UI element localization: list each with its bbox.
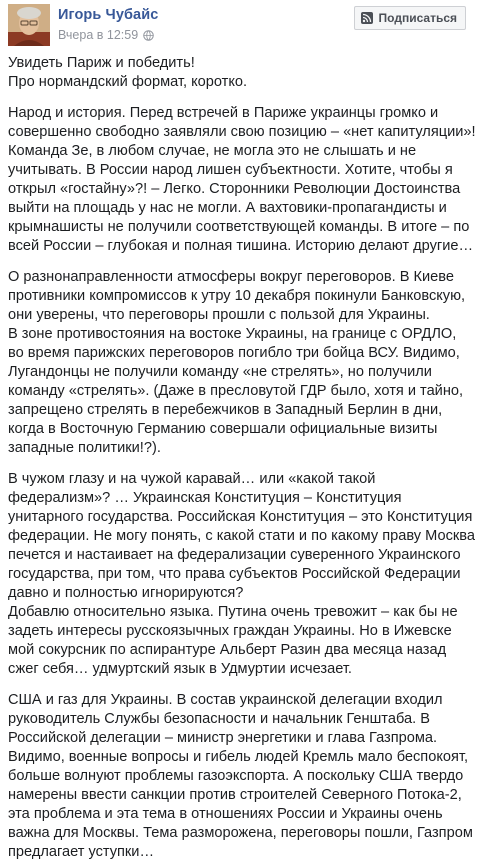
author-name[interactable]: Игорь Чубайс xyxy=(58,7,159,23)
post-line: Народ и история. Перед встречей в Париже украинцы громко и совершенно свободно заявляли свою позицию – «нет капитуляции»! Команда Зе, в любом случае, не могла это не слышать и не учитывать. В России народ лишен субъектности. Хотите, чтобы я открыл «гостайну»?! – Легко. Сторонники Революции Достоинства выйти на площадь у нас не могли. А вахтовики-пропагандисты и крымнашисты не получили соответствующей команды. В итоге – по всей России – глубокая и полная тишина. Историю делают другие… xyxy=(8,105,476,254)
post-paragraph xyxy=(8,470,476,679)
post-line: Добавлю относительно языка. Путина очень тревожит – как бы не задеть интересы русскоязычных граждан Украины. Но в Ижевске мой сокурсник по аспирантуре Альберт Разин два месяца назад сжег себя… удмуртский язык в Удмуртии исчезает. xyxy=(8,604,458,677)
post-line: Про нормандский формат, коротко. xyxy=(8,74,248,90)
post-line: В зоне противостояния на востоке Украины, на границе с ОРДЛО, во время парижских переговоров погибло три бойца ВСУ. Видимо, Лугандонцы не получили команду «не стрелять», но получили команду «стрелять». (Даже в пресловутой ГДР было, хотя и тайно, запрещено стрелять в перебежчиков в Западный Берлин в дни, когда в Восточную Германию совершали официальные визиты западные политики!?). xyxy=(8,326,464,456)
post-body xyxy=(4,52,480,862)
post-paragraph xyxy=(8,268,476,458)
post-meta xyxy=(58,28,154,42)
post-line: США и газ для Украины. В состав украинской делегации входил руководитель Службы безопасности и начальник Генштаба. В Российской делегации – министр энергетики и глава Газпрома. Видимо, военные вопросы и гибель людей Кремль мало беспокоят, больше волнуют проблемы газоэкспорта. А поскольку США твердо намерены ввести санкции против строителей Северного Потока-2, эта проблема и эта тема в отношениях России и Украины очень важна для Москвы. Тема разморожена, переговоры пошли, Газпром предлагает уступки… xyxy=(8,692,473,860)
globe-icon[interactable] xyxy=(143,30,154,41)
post-paragraph xyxy=(8,691,476,862)
post-paragraph xyxy=(8,104,476,256)
subscribe-label: Подписаться xyxy=(378,11,457,25)
avatar-photo xyxy=(8,4,50,46)
post-line: О разнонаправленности атмосферы вокруг переговоров. В Киеве противники компромиссов к утру 10 декабря покинули Банковскую, они уверены, что переговоры прошли с пользой для Украины. xyxy=(8,269,466,323)
subscribe-button[interactable] xyxy=(354,6,466,30)
post-line: В чужом глазу и на чужой каравай… или «какой такой федерализм»? … Украинская Конституция – Конституция унитарного государства. Российская Конституция – это Конституция федерации. Не могу понять, с какой стати и по какому праву Москва печется и настаивает на федерализации суверенного Украинского государства, при том, что права субъектов Российской Федерации давно и полностью игнорируются? xyxy=(8,471,475,601)
author-avatar[interactable] xyxy=(8,4,50,46)
post-timestamp[interactable]: Вчера в 12:59 xyxy=(58,28,139,42)
rss-icon xyxy=(361,12,373,24)
post-line: Увидеть Париж и победить! xyxy=(8,55,195,71)
post-paragraph xyxy=(8,54,476,92)
post-header xyxy=(4,0,480,52)
